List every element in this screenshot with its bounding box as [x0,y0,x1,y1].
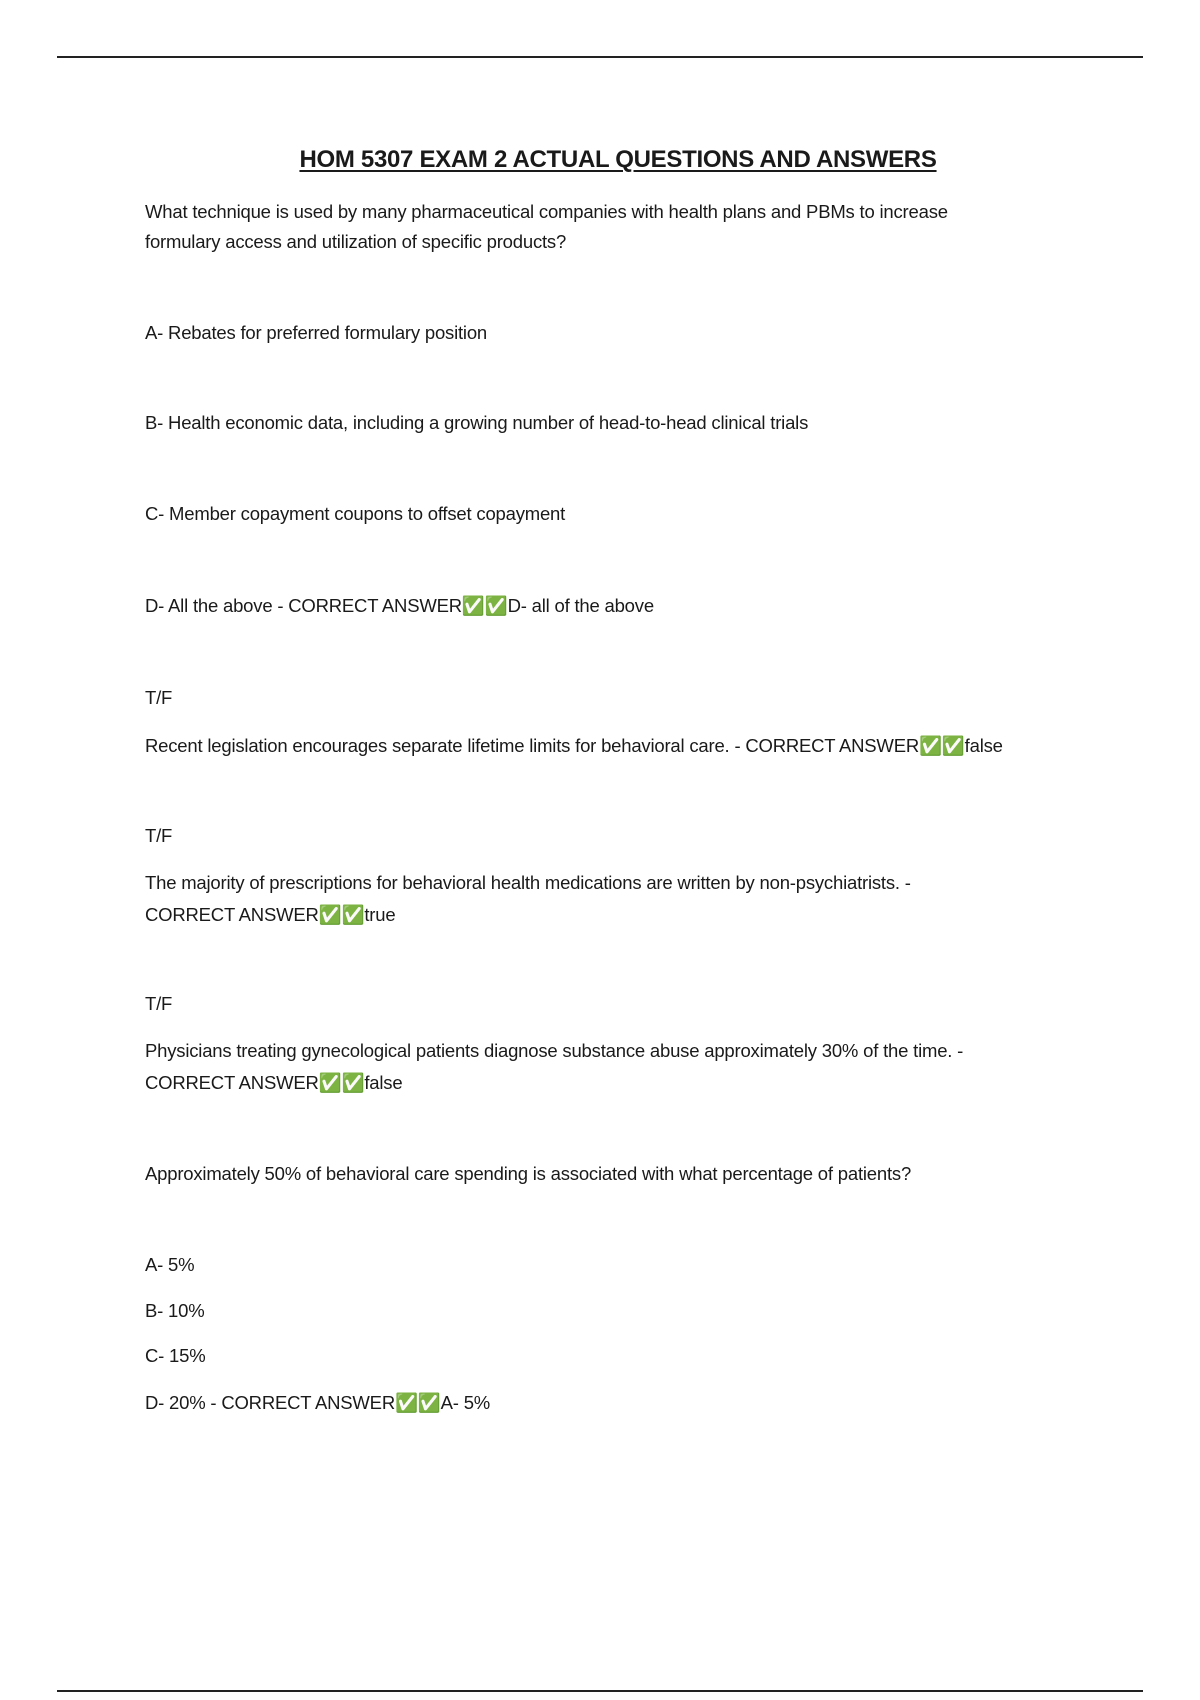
question-5: Approximately 50% of behavioral care spending is associated with what percentage of patients? [145,1163,912,1184]
question-3-line-2: CORRECT ANSWER✅✅true [145,904,396,925]
question-1-line-2: formulary access and utilization of specific products? [145,231,567,252]
q5-option-c: C- 15% [145,1345,206,1366]
tf-label-2: T/F [145,825,173,846]
question-2: Recent legislation encourages separate lifetime limits for behavioral care. - CORRECT ANSWER✅✅false [145,735,1003,756]
question-3-line-1: The majority of prescriptions for behavioral health medications are written by non-psychiatrists. - [145,872,911,893]
tf-label-1: T/F [145,687,173,708]
bottom-rule [57,1690,1143,1692]
top-rule [57,56,1143,58]
option-d-answer: D- All the above - CORRECT ANSWER✅✅D- all of the above [145,595,654,616]
document-title: HOM 5307 EXAM 2 ACTUAL QUESTIONS AND ANSWERS [299,146,937,173]
question-4-line-2: CORRECT ANSWER✅✅false [145,1072,403,1093]
q5-option-b: B- 10% [145,1300,205,1321]
question-4-line-1: Physicians treating gynecological patients diagnose substance abuse approximately 30% of the time. - [145,1040,964,1061]
question-1-line-1: What technique is used by many pharmaceutical companies with health plans and PBMs to increase [145,201,948,222]
option-c: C- Member copayment coupons to offset copayment [145,503,566,524]
option-a: A- Rebates for preferred formulary position [145,322,488,343]
q5-option-a: A- 5% [145,1254,195,1275]
tf-label-3: T/F [145,993,173,1014]
option-b: B- Health economic data, including a growing number of head-to-head clinical trials [145,412,809,433]
q5-option-d-answer: D- 20% - CORRECT ANSWER✅✅A- 5% [145,1392,491,1413]
